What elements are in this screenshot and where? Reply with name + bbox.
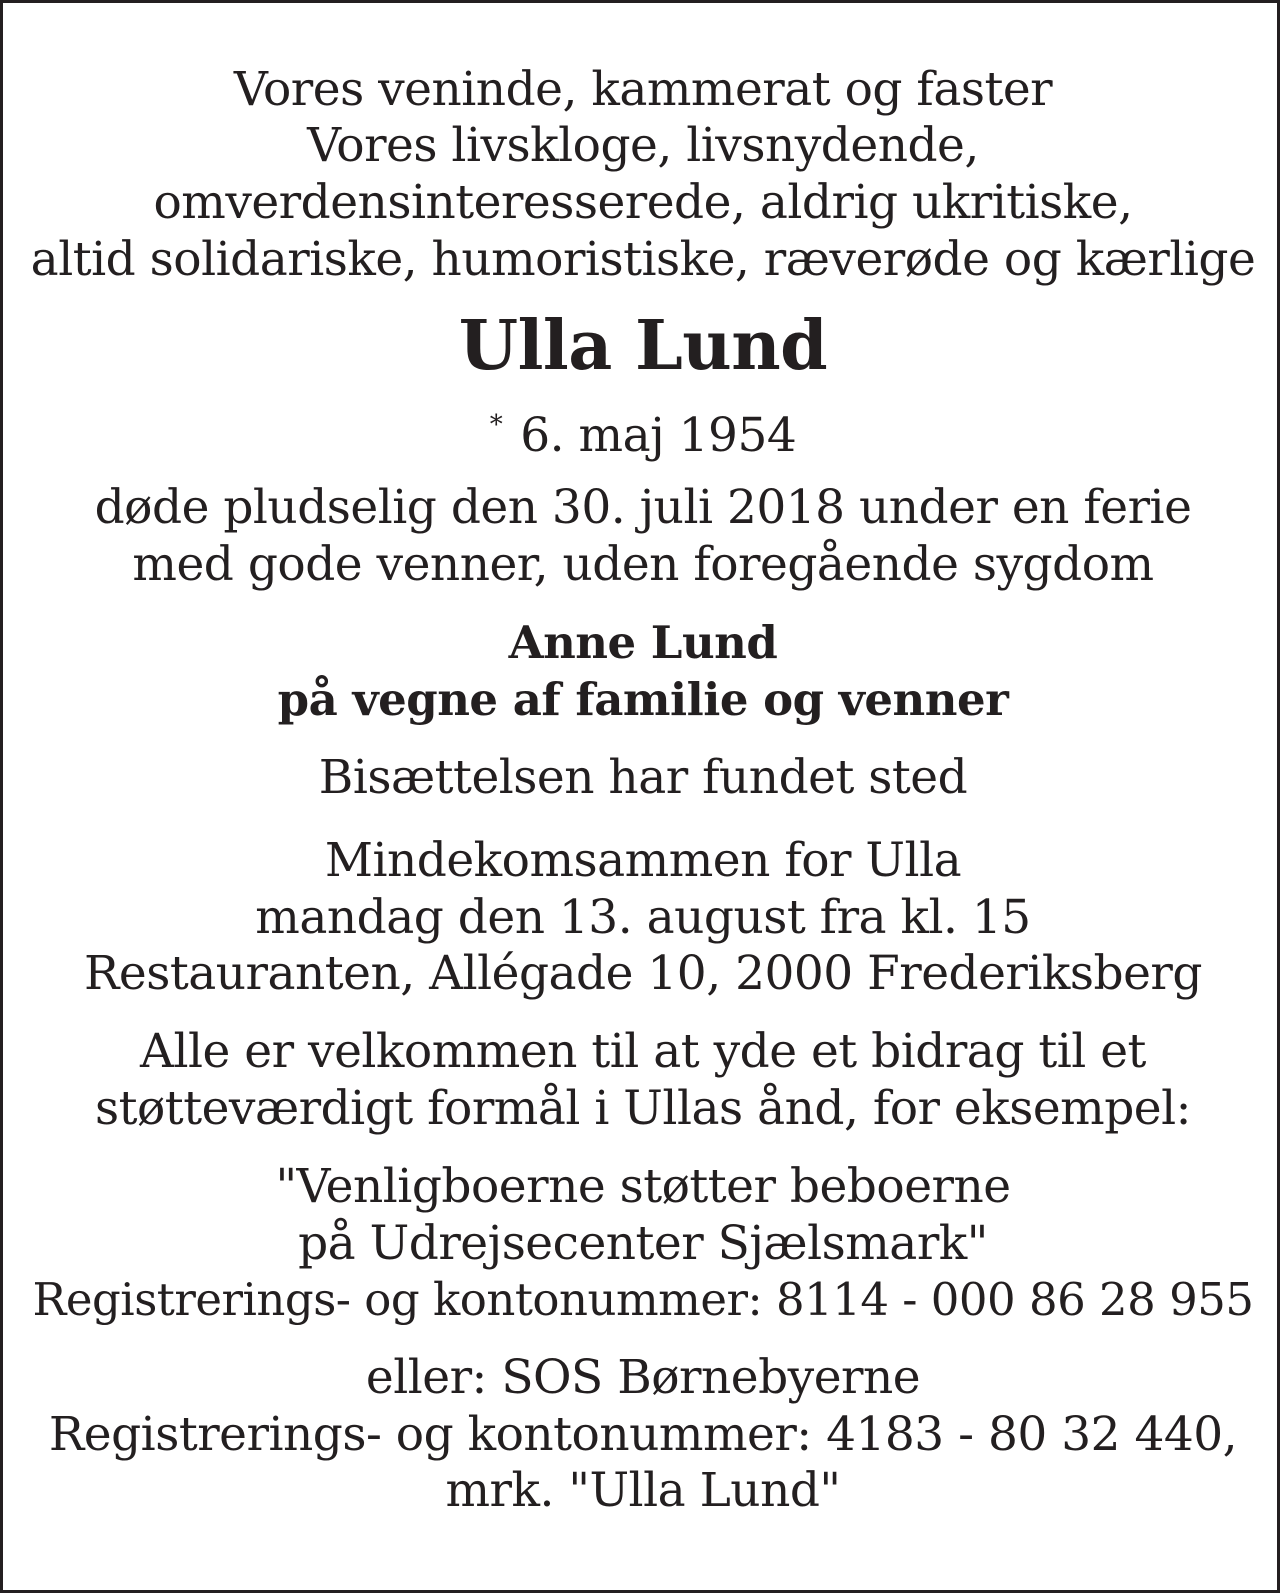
- memorial-line-1: Mindekomsammen for Ulla: [324, 833, 962, 888]
- intro-line-3: omverdensinteresserede, aldrig ukritiske,: [153, 175, 1133, 230]
- charity2-line-1: eller: SOS Børnebyerne: [365, 1350, 921, 1405]
- signature-name: Anne Lund: [508, 616, 778, 669]
- memorial-line-2: mandag den 13. august fra kl. 15: [255, 890, 1031, 945]
- deceased-name: Ulla Lund: [458, 306, 828, 386]
- donation-intro-2: støtteværdigt formål i Ullas ånd, for eksempel:: [95, 1081, 1191, 1136]
- funeral-status: Bisættelsen har fundet sted: [318, 750, 968, 805]
- charity2-account: Registrerings- og kontonummer: 4183 - 80 32 440,: [48, 1407, 1238, 1462]
- charity1-line-2: på Udrejsecenter Sjælsmark": [298, 1216, 988, 1271]
- birth-date: 6. maj 1954: [520, 408, 797, 463]
- birth-symbol: *: [489, 410, 503, 440]
- charity2-reference: mrk. "Ulla Lund": [445, 1463, 841, 1518]
- donation-intro-1: Alle er velkommen til at yde et bidrag til et: [140, 1024, 1146, 1079]
- birth-line: [3, 396, 1280, 465]
- signature-subtitle: på vegne af familie og venner: [277, 673, 1009, 726]
- charity1-line-1: "Venligboerne støtter beboerne: [275, 1159, 1011, 1214]
- intro-line-1: Vores veninde, kammerat og faster: [233, 62, 1053, 117]
- death-line-2: med gode venner, uden foregående sygdom: [132, 537, 1154, 592]
- intro-line-4: altid solidariske, humoristiske, ræverøde og kærlige: [30, 232, 1256, 287]
- memorial-line-3: Restauranten, Allégade 10, 2000 Frederiksberg: [84, 946, 1202, 1001]
- charity1-account: Registrerings- og kontonummer: 8114 - 000 86 28 955: [32, 1273, 1254, 1326]
- death-line-1: døde pludselig den 30. juli 2018 under en ferie: [94, 480, 1192, 535]
- intro-line-2: Vores livskloge, livsnydende,: [307, 118, 979, 173]
